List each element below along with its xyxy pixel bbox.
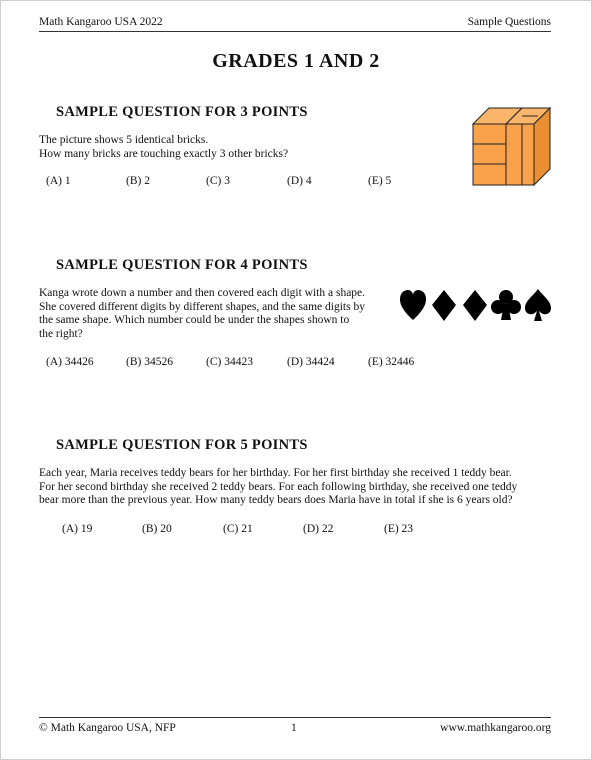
question-1-heading: SAMPLE QUESTION FOR 3 POINTS: [56, 104, 308, 120]
q2-option-b[interactable]: (B) 34526: [126, 356, 173, 368]
footer-rule: [39, 717, 551, 718]
q3-option-b[interactable]: (B) 20: [142, 523, 172, 535]
q1-option-e[interactable]: (E) 5: [368, 175, 392, 187]
question-2-text: [39, 287, 389, 341]
question-2-line-1: Kanga wrote down a number and then covered each digit with a shape.: [39, 287, 366, 299]
suit-shapes: [398, 287, 554, 325]
question-1-line-1: The picture shows 5 identical bricks.: [39, 134, 209, 146]
question-2-line-3: the same shape. Which number could be under the shapes shown to: [39, 314, 350, 326]
q2-option-e[interactable]: (E) 32446: [368, 356, 415, 368]
question-3-line-1: Each year, Maria receives teddy bears for her birthday. For her first birthday she received 1 teddy bear.: [39, 467, 512, 479]
q2-option-d[interactable]: (D) 34424: [287, 356, 335, 368]
q1-option-b[interactable]: (B) 2: [126, 175, 150, 187]
q2-option-a[interactable]: (A) 34426: [46, 356, 94, 368]
question-3-line-2: For her second birthday she received 2 teddy bears. For each following birthday, she received one teddy: [39, 480, 518, 493]
diamond-icon: [463, 290, 487, 321]
q3-option-d[interactable]: (D) 22: [303, 523, 334, 535]
header-left: Math Kangaroo USA 2022: [39, 16, 163, 28]
brick-left-stack-front: [473, 124, 506, 185]
footer-copyright: © Math Kangaroo USA, NFP: [39, 722, 176, 734]
question-2-line-4: the right?: [39, 327, 83, 340]
header-rule: [39, 31, 551, 32]
brick-right-face: [522, 124, 534, 185]
question-2-line-2: She covered different digits by different shapes, and the same digits by: [39, 300, 365, 313]
q1-option-a[interactable]: (A) 1: [46, 175, 71, 187]
q2-option-c[interactable]: (C) 34423: [206, 356, 253, 368]
question-3-line-3: bear more than the previous year. How many teddy bears does Maria have in total if she is 6 years old?: [39, 494, 513, 506]
question-1-line-2: How many bricks are touching exactly 3 other bricks?: [39, 147, 289, 160]
question-1-text: [39, 134, 288, 161]
question-3-heading: SAMPLE QUESTION FOR 5 POINTS: [56, 437, 308, 453]
q3-option-c[interactable]: (C) 21: [223, 523, 253, 535]
diamond-icon: [432, 290, 456, 321]
bricks-illustration: [470, 106, 552, 188]
club-icon: [491, 290, 521, 320]
question-2-heading: SAMPLE QUESTION FOR 4 POINTS: [56, 257, 308, 273]
brick-right-front: [506, 124, 522, 185]
footer-website-link[interactable]: www.mathkangaroo.org: [440, 722, 551, 734]
q1-option-c[interactable]: (C) 3: [206, 175, 230, 187]
page-number: 1: [291, 722, 297, 734]
q3-option-a[interactable]: (A) 19: [62, 523, 93, 535]
header-right: Sample Questions: [467, 16, 551, 28]
q3-option-e[interactable]: (E) 23: [384, 523, 414, 535]
question-3-text: [39, 467, 551, 508]
page-title: GRADES 1 AND 2: [212, 50, 380, 72]
heart-icon: [400, 290, 426, 320]
q1-option-d[interactable]: (D) 4: [287, 175, 312, 187]
spade-icon: [525, 289, 551, 321]
